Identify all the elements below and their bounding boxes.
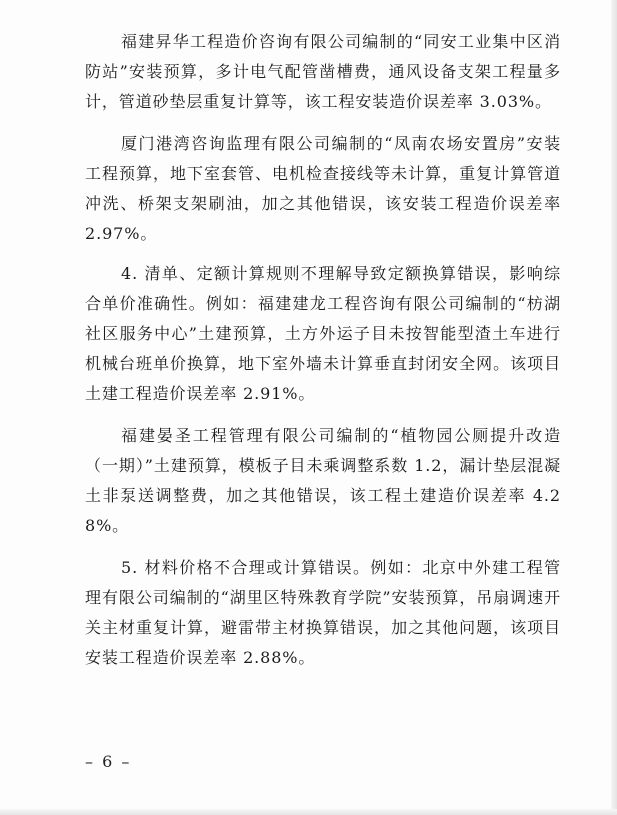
paragraph-tongan-fire-station: 福建昇华工程造价咨询有限公司编制的“同安工业集中区消防站”安装预算，多计电气配管凿槽费，通风设备支架工程量多计，管道砂垫层重复计算等，该工程安装造价误差率 3.03%。 <box>85 32 561 111</box>
paragraph-fengnan-farm-housing: 厦门港湾咨询监理有限公司编制的“凤南农场安置房”安装工程预算，地下室套管、电机检查接线等未计算，重复计算管道冲洗、桥架支架刷油，加之其他错误，该安装工程造价误差率 2.97%。 <box>85 134 561 243</box>
paragraph-botanical-garden-toilet: 福建晏圣工程管理有限公司编制的“植物园公厕提升改造（一期）”土建预算，模板子目未乘调整系数 1.2，漏计垫层混凝土非泵送调整费，加之其他错误，该工程土建造价误差率 4.28%。 <box>85 426 561 535</box>
document-body <box>85 27 561 685</box>
page-bottom-shadow <box>0 809 617 815</box>
paragraph-item-5-huli-special-school: 5. 材料价格不合理或计算错误。例如：北京中外建工程管理有限公司编制的“湖里区特殊教育学院”安装预算，吊扇调速开关主材重复计算，避雷带主材换算错误，加之其他问题，该项目安装工程造价误差率 2.88%。 <box>85 558 561 667</box>
page-number: – 6 – <box>85 752 132 771</box>
page-edge-shadow <box>611 0 617 815</box>
paragraph-item-4-fanghu-community: 4. 清单、定额计算规则不理解导致定额换算错误，影响综合单价准确性。例如：福建建龙工程咨询有限公司编制的“枋湖社区服务中心”土建预算，土方外运子目未按智能型渣土车进行机械台班单价换算，地下室外墙未计算垂直封闭安全网。该项目土建工程造价误差率 2.91%。 <box>85 264 561 403</box>
